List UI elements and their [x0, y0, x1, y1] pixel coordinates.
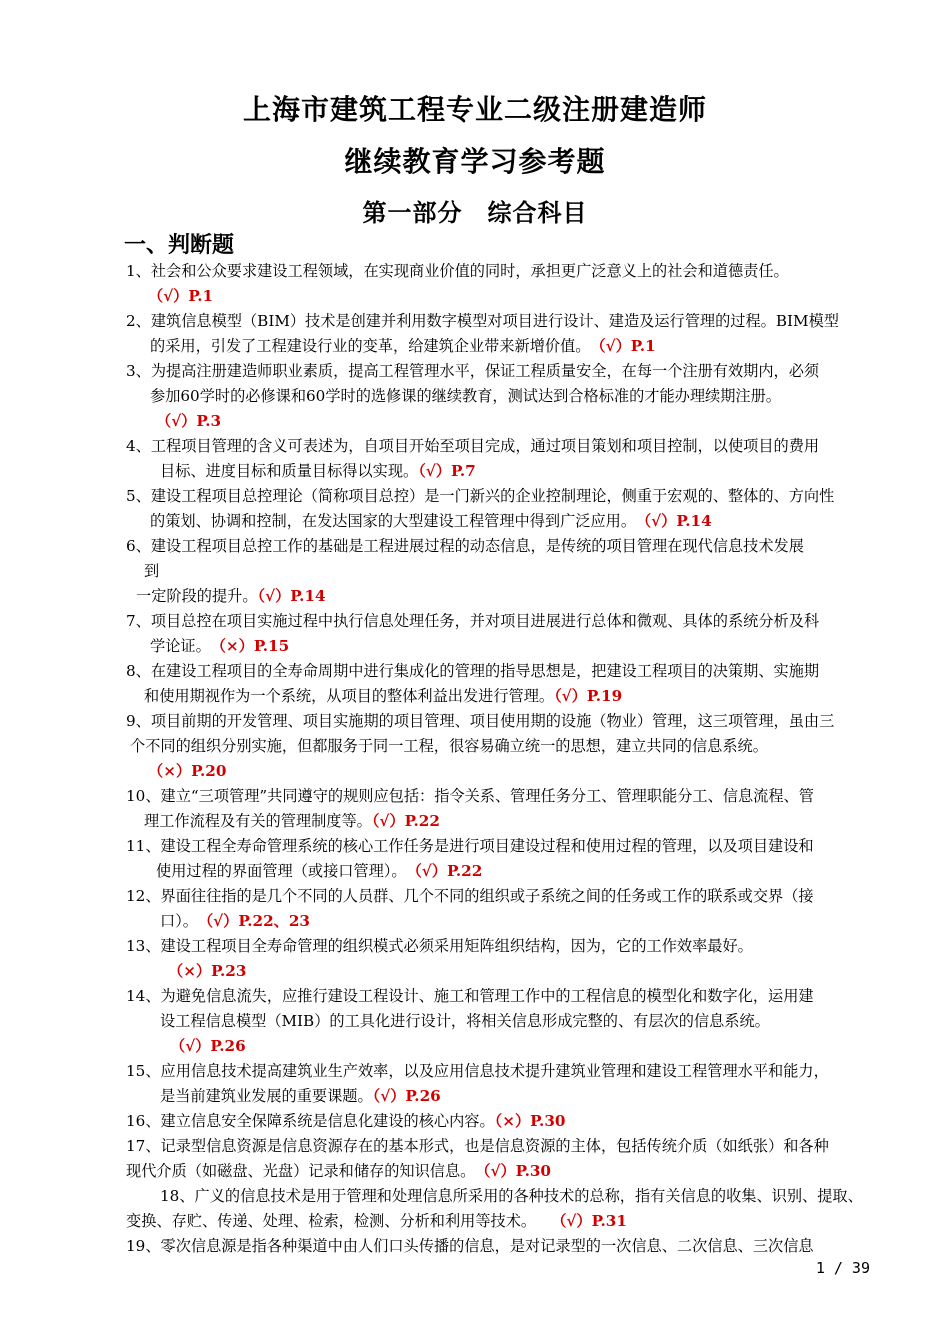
- question-line: [126, 409, 874, 434]
- question-line: [126, 309, 874, 334]
- question-text: 理工作流程及有关的管理制度等。: [144, 812, 372, 830]
- question-text: 到: [144, 562, 160, 580]
- question-text: 口）。: [160, 912, 206, 930]
- question-line: [126, 959, 874, 984]
- question-line: [126, 534, 874, 559]
- question-text: 学论证。: [150, 637, 219, 655]
- question-text: 4、工程项目管理的含义可表述为，自项目开始至项目完成，通过项目策划和项目控制，以使项目的费用: [126, 437, 820, 455]
- answer-mark: （√）P.1: [148, 287, 214, 305]
- question-line: [126, 809, 874, 834]
- answer-mark: （√）P.22: [371, 812, 440, 830]
- answer-mark: （×）P.23: [168, 962, 247, 980]
- question-text: 10、建立“三项管理”共同遵守的规则应包括：指令关系、管理任务分工、管理职能分工、信息流程、管: [126, 787, 814, 805]
- question-line: [126, 1084, 874, 1109]
- question-text: 目标、进度目标和质量目标得以实现。: [160, 462, 419, 480]
- answer-mark: （×）P.30: [494, 1112, 566, 1130]
- section-heading: 一、判断题: [124, 233, 235, 258]
- question-text: 6、建设工程项目总控工作的基础是工程进展过程的动态信息，是传统的项目管理在现代信息技术发展: [126, 537, 804, 555]
- question-text: 18、广义的信息技术是用于管理和处理信息所采用的各种技术的总称，指有关信息的收集、识别、提取、: [160, 1187, 863, 1205]
- question-text: 的采用，引发了工程建设行业的变革，给建筑企业带来新增价值。: [150, 337, 599, 355]
- question-text: 和使用期视作为一个系统，从项目的整体利益出发进行管理。: [144, 687, 555, 705]
- question-text: 13、建设工程项目全寿命管理的组织模式必须采用矩阵组织结构，因为，它的工作效率最好。: [126, 937, 753, 955]
- question-text: 3、为提高注册建造师职业素质，提高工程管理水平，保证工程质量安全，在每一个注册有效期内，必须: [126, 362, 820, 380]
- question-line: [126, 1109, 874, 1134]
- page-number: 1 / 39: [815, 1259, 870, 1277]
- question-line: [126, 784, 874, 809]
- answer-mark: （√）P.14: [257, 587, 326, 605]
- answer-mark: （×）P.20: [148, 762, 227, 780]
- answer-mark: （√）P.30: [482, 1162, 551, 1180]
- question-text: 一定阶段的提升。: [136, 587, 258, 605]
- question-line: [126, 284, 874, 309]
- question-text: 2、建筑信息模型（BIM）技术是创建并利用数字模型对项目进行设计、建造及运行管理的过程。BIM模型: [126, 312, 839, 330]
- question-text: 19、零次信息源是指各种渠道中由人们口头传播的信息，是对记录型的一次信息、二次信息、三次信息: [126, 1237, 814, 1255]
- question-line: [126, 884, 874, 909]
- answer-mark: （√）P.1: [598, 337, 656, 355]
- question-line: [126, 1059, 874, 1084]
- question-text: 变换、存贮、传递、处理、检索，检测、分析和利用等技术。: [126, 1212, 559, 1230]
- answer-mark: （√）P.26: [170, 1037, 246, 1055]
- question-text: 12、界面往往指的是几个不同的人员群、几个不同的组织或子系统之间的任务或工作的联系或交界（接: [126, 887, 814, 905]
- question-text: 8、在建设工程项目的全寿命周期中进行集成化的管理的指导思想是，把建设工程项目的决策期、实施期: [126, 662, 820, 680]
- question-text: 是当前建筑业发展的重要课题。: [160, 1087, 373, 1105]
- question-text: 的策划、协调和控制，在发达国家的大型建设工程管理中得到广泛应用。: [150, 512, 644, 530]
- answer-mark: （√）P.26: [372, 1087, 441, 1105]
- question-line: [126, 734, 874, 759]
- question-line: [126, 459, 874, 484]
- answer-mark: （√）P.3: [156, 412, 222, 430]
- answer-mark: （√）P.19: [554, 687, 623, 705]
- document-title: 上海市建筑工程专业二级注册建造师: [242, 93, 707, 126]
- question-line: [126, 634, 874, 659]
- question-text: 1、社会和公众要求建设工程领域，在实现商业价值的同时，承担更广泛意义上的社会和道德责任。: [126, 262, 789, 280]
- question-text: 个不同的组织分别实施，但都服务于同一工程，很容易确立统一的思想，建立共同的信息系统。: [130, 737, 768, 755]
- question-line: [126, 1159, 874, 1184]
- question-line: [126, 334, 874, 359]
- question-list: [126, 259, 874, 1259]
- part-heading: 第一部分 综合科目: [362, 199, 588, 227]
- question-text: 5、建设工程项目总控理论（简称项目总控）是一门新兴的企业控制理论，侧重于宏观的、整体的、方向性: [126, 487, 835, 505]
- question-text: 14、为避免信息流失，应推行建设工程设计、施工和管理工作中的工程信息的模型化和数字化，运用建: [126, 987, 814, 1005]
- answer-mark: （√）P.7: [418, 462, 476, 480]
- question-line: [126, 434, 874, 459]
- question-text: 参加60学时的必修课和60学时的选修课的继续教育，测试达到合格标准的才能办理续期注册。: [150, 387, 781, 405]
- question-line: [126, 759, 874, 784]
- question-line: [126, 834, 874, 859]
- question-line: [126, 934, 874, 959]
- question-line: [126, 859, 874, 884]
- question-text: 设工程信息模型（MIB）的工具化进行设计，将相关信息形成完整的、有层次的信息系统。: [160, 1012, 770, 1030]
- question-line: [126, 584, 874, 609]
- answer-mark: （√）P.22: [414, 862, 483, 880]
- question-line: [126, 909, 874, 934]
- answer-mark: （√）P.31: [558, 1212, 627, 1230]
- question-line: [126, 709, 874, 734]
- answer-mark: （√）P.22、23: [205, 912, 310, 930]
- answer-mark: （√）P.14: [643, 512, 712, 530]
- question-line: [126, 609, 874, 634]
- question-text: 9、项目前期的开发管理、项目实施期的项目管理、项目使用期的设施（物业）管理，这三项管理，虽由三: [126, 712, 835, 730]
- question-line: [126, 259, 874, 284]
- question-text: 现代介质（如磁盘、光盘）记录和储存的知识信息。: [126, 1162, 483, 1180]
- question-text: 使用过程的界面管理（或接口管理）。: [156, 862, 415, 880]
- question-text: 15、应用信息技术提高建筑业生产效率，以及应用信息技术提升建筑业管理和建设工程管理水平和能力，: [126, 1062, 829, 1080]
- question-line: [126, 1134, 874, 1159]
- question-line: [126, 559, 874, 584]
- question-line: [126, 684, 874, 709]
- question-text: 17、记录型信息资源是信息资源存在的基本形式，也是信息资源的主体，包括传统介质（如纸张）和各种: [126, 1137, 829, 1155]
- question-text: 11、建设工程全寿命管理系统的核心工作任务是进行项目建设过程和使用过程的管理，以及项目建设和: [126, 837, 814, 855]
- document-subtitle: 继续教育学习参考题: [344, 145, 606, 178]
- question-line: [126, 659, 874, 684]
- question-line: [126, 984, 874, 1009]
- question-text: 16、建立信息安全保障系统是信息化建设的核心内容。: [126, 1112, 495, 1130]
- question-line: [126, 384, 874, 409]
- question-line: [126, 1184, 874, 1209]
- question-line: [126, 359, 874, 384]
- question-line: [126, 484, 874, 509]
- question-line: [126, 1034, 874, 1059]
- question-line: [126, 1009, 874, 1034]
- question-text: 7、项目总控在项目实施过程中执行信息处理任务，并对项目进展进行总体和微观、具体的系统分析及科: [126, 612, 820, 630]
- answer-mark: （×）P.15: [218, 637, 290, 655]
- question-line: [126, 1234, 874, 1259]
- question-line: [126, 1209, 874, 1234]
- question-line: [126, 509, 874, 534]
